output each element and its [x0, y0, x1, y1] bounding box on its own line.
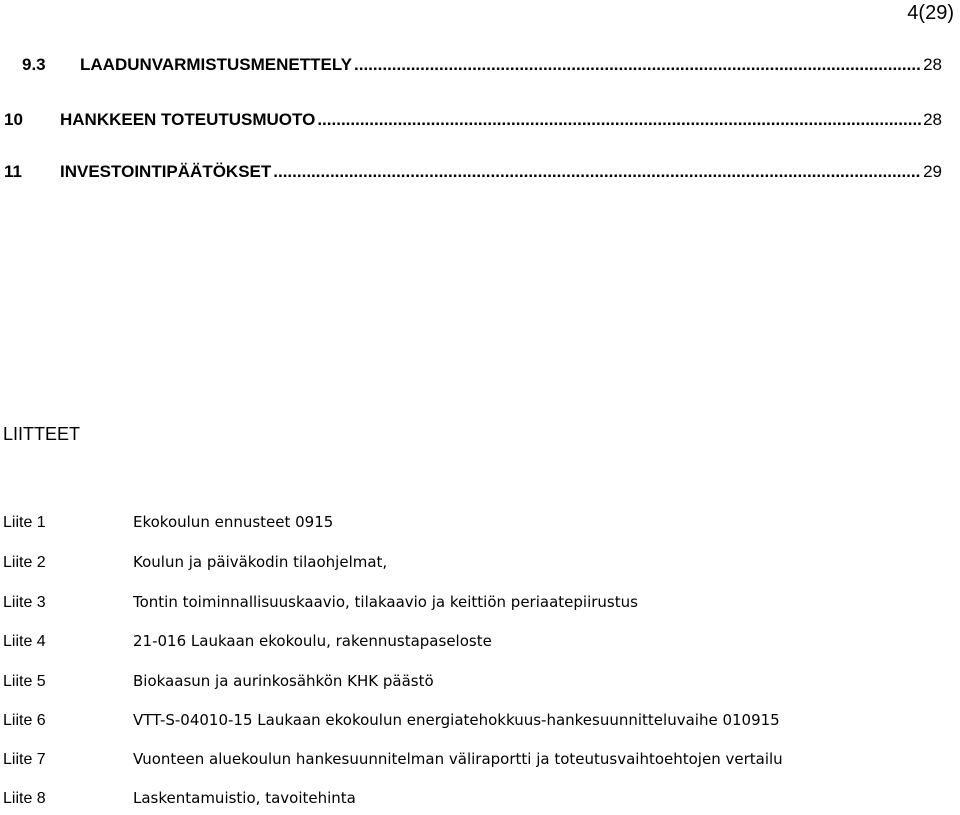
toc-entry-page: 28 [923, 55, 942, 74]
appendix-row [0, 553, 940, 579]
toc-entry-number: 9.3 [22, 55, 46, 74]
toc-entry-10[interactable] [0, 110, 942, 138]
toc-entry-page: 28 [923, 110, 942, 129]
appendix-text: 21-016 Laukaan ekokoulu, rakennustapaseloste [133, 632, 492, 650]
appendix-text: Vuonteen aluekoulun hankesuunnitelman väliraportti ja toteutusvaihtoehtojen vertailu [133, 750, 783, 768]
toc-entry-9-3[interactable] [0, 55, 942, 83]
appendix-label: Liite 6 [3, 712, 46, 729]
toc-entry-number: 11 [4, 162, 22, 181]
appendix-label: Liite 1 [3, 514, 46, 531]
appendix-row [0, 513, 940, 539]
appendix-label: Liite 8 [3, 790, 46, 807]
appendix-row [0, 672, 940, 698]
appendix-label: Liite 5 [3, 673, 46, 690]
appendix-text: Biokaasun ja aurinkosähkön KHK päästö [133, 672, 434, 690]
appendix-row [0, 593, 940, 619]
appendix-row [0, 711, 940, 737]
toc-dot-leader [273, 162, 921, 182]
toc-entry-11[interactable] [0, 162, 942, 190]
appendix-label: Liite 7 [3, 751, 46, 768]
appendix-text: Koulun ja päiväkodin tilaohjelmat, [133, 553, 388, 571]
toc-entry-page: 29 [923, 162, 942, 181]
appendix-label: Liite 3 [3, 594, 46, 611]
toc-entry-title: INVESTOINTIPÄÄTÖKSET [60, 162, 272, 181]
toc-entry-number: 10 [4, 110, 23, 129]
toc-entry-title: LAADUNVARMISTUSMENETTELY [80, 55, 353, 74]
appendix-text: VTT-S-04010-15 Laukaan ekokoulun energiatehokkuus-hankesuunnitteluvaihe 010915 [133, 711, 780, 729]
appendix-text: Laskentamuistio, tavoitehinta [133, 789, 356, 807]
appendix-row [0, 750, 940, 776]
toc-dot-leader [354, 55, 921, 75]
appendix-label: Liite 2 [3, 554, 46, 571]
toc-dot-leader [317, 110, 921, 130]
appendix-label: Liite 4 [3, 633, 46, 650]
appendices-heading: LIITTEET [3, 424, 81, 444]
appendix-text: Tontin toiminnallisuuskaavio, tilakaavio ja keittiön periaatepiirustus [133, 593, 638, 611]
appendix-text: Ekokoulun ennusteet 0915 [133, 513, 334, 531]
appendix-row [0, 789, 940, 815]
appendix-row [0, 632, 940, 658]
page-number: 4(29) [907, 2, 954, 24]
toc-entry-title: HANKKEEN TOTEUTUSMUOTO [60, 110, 316, 129]
